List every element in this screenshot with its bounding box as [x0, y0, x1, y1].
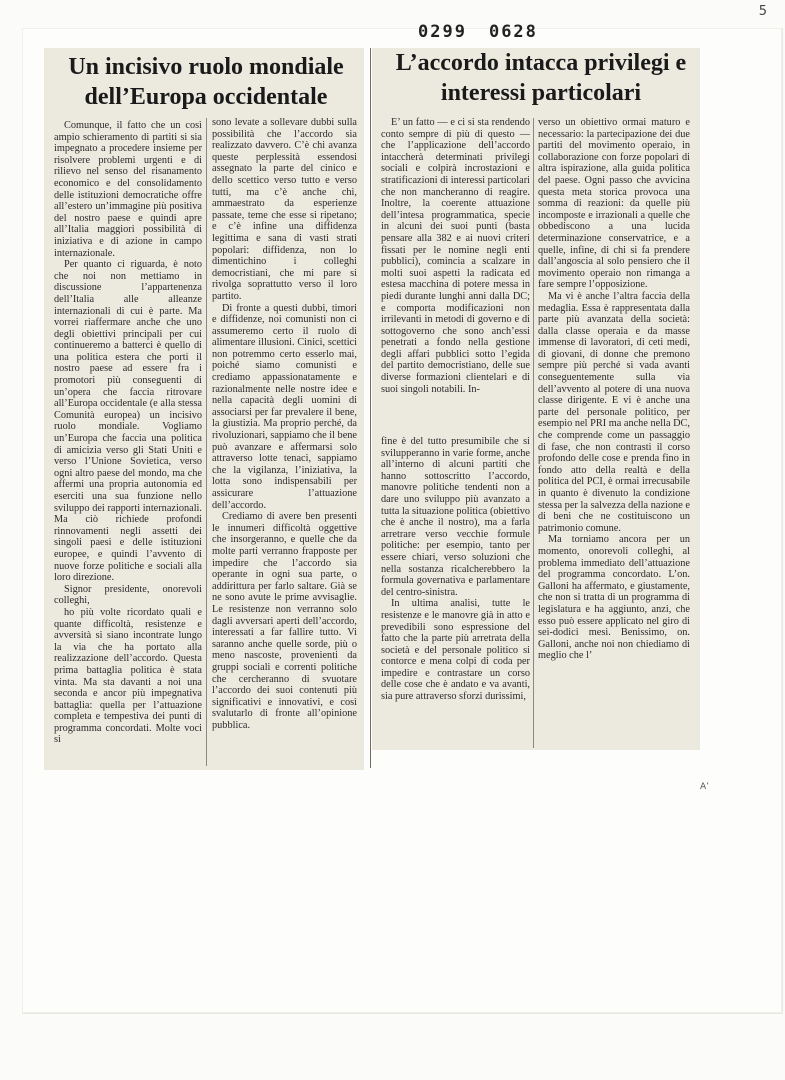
paragraph: Signor presidente, onorevoli colleghi,: [54, 583, 202, 607]
paragraph: Per quanto ci riguarda, è noto che noi non mettiamo in discussione l’appartenenza dell’Italia alle alleanze internazionali di cui è parte. Ma vorrei riaffermare anche che uno degli obiettivi principali per cui continueremo a batterci è quello di una politica estera che porti il nostro paese ad essere fra i promotori più conseguenti di un’opera che faccia ritrovare all’Europa occidentale (e alla stessa Comunità europea) un incisivo ruolo mondiale. Vogliamo un’Europa che faccia una politica di amicizia verso gli Stati Uniti e verso l’Unione Sovietica, verso ogni altro paese del mondo, ma che affermi una propria autonomia ed eserciti una sua funzione nello sviluppo dei rapporti internazionali. Ma ciò richiede profondi rinnovamenti negli assetti dei singoli paesi e delle istituzioni europee, e quindi l’avvento di nuove forze politiche e sociali alla loro direzione.: [54, 259, 202, 584]
paragraph: Ma vi è anche l’altra faccia della medaglia. Essa è rappresentata dalla parte più avanzata della società: dalla classe operaia e da masse immense di lavoratori, di ceti medi, di giovani, di donne che premono sempre più perché si vada avanti conseguentemente sulla via dell’avvento al potere di una nuova classe dirigente. E vi è anche una parte del personale politico, per esempio nel PRI ma anche nella DC, che comprende come un passaggio di fase, che non contrasti il corso profondo delle cose e prenda fino in fondo atto della realtà e della politica del PCI, è ormai irrecusabile in quanto è divenuto la condizione stessa per la salvezza della nazione e di beni che ne costituiscono un patrimonio comune.: [538, 290, 690, 534]
paragraph: ho più volte ricordato quali e quante difficoltà, resistenze e avversità si siano incontrate lungo la via che ha portato alla realizzazione dell’accordo. Questa prima battaglia politica è stata vinta. Ma sta davanti a noi una seconda e ancor più impegnativa battaglia: quella per l’attuazione completa e tempestiva dei punti di programma concordati. Molte voci si: [54, 606, 202, 746]
stamp-code-2: 0628: [488, 22, 538, 42]
paragraph: sono levate a sollevare dubbi sulla possibilità che l’accordo sia realizzato davvero. C’è chi avanza queste perplessità essendosi assegnato la parte del cinico e dello scettico verso tutto e verso tutti, ma c’è anche chi, ammaestrato da esperienze passate, teme che esse si ripetano; e c’è infine una diffidenza legittima e sana di vasti strati popolari: diffidenza, non lo dimentichino i colleghi democristiani, che mi pare si rivolga soprattutto verso il loro partito.: [212, 117, 357, 302]
stamp-code-1: 0299: [418, 22, 467, 42]
paragraph: Comunque, il fatto che un così ampio schieramento di partiti si sia impegnato a procedere insieme per risolvere problemi urgenti e di rilievo nel senso del risanamento economico e del consolidamento delle istituzioni democratiche offre all’estero un’immagine più positiva del nostro paese e quindi apre all’Italia maggiori possibilità di iniziativa e di azione in campo internazionale.: [54, 120, 202, 259]
headline-left: Un incisivo ruolo mondiale dell’Europa occidentale: [68, 54, 344, 110]
column-4: [538, 117, 690, 749]
column-1: [54, 120, 202, 768]
paragraph: Di fronte a questi dubbi, timori e diffidenze, noi comunisti non ci assumeremo certo il ruolo di alimentare illusioni. Cinici, scettici non potremmo certo esserlo mai, poiché siamo comunisti e crediamo appassionatamente e razionalmente nelle nostre idee e nella capacità degli uomini di associarsi per far prevalere il bene, la giustizia. Ma proprio perché, da rivoluzionari, sappiamo che il bene può avanzare e affermarsi solo attraverso lotte tenaci, sappiamo che la vigilanza, l’iniziativa, la lotta sono indispensabili per assicurare l’attuazione dell’accordo.: [212, 302, 357, 511]
paragraph: Crediamo di avere ben presenti le innumeri difficoltà oggettive che insorgeranno, e quelle che da molte parti verranno frapposte per impedire che l’accordo sia operante in ogni sua parte, o addirittura per farlo saltare. Già se ne sono avute le prime avvisaglie. Le resistenze non verranno solo dagli avversari aperti dell’accordo, interessati a far fallire tutto. Vi saranno anche quelle sorde, più o meno nascoste, provenienti da gruppi sociali e correnti politiche che cercheranno di svuotare l’accordo dei suoi contenuti più significativi e innovativi, e così svalutarlo di fronte all’opinione pubblica.: [212, 511, 357, 731]
column-3-bottom: [381, 436, 530, 746]
column-rule: [206, 118, 207, 766]
paragraph: Ma torniamo ancora per un momento, onorevoli colleghi, al problema immediato dell’attuazione del programma concordato. L’on. Galloni ha affermato, e giustamente, che non si tratta di un programma di legislatura e ha aggiunto, anzi, che esso può essere applicato nel giro di sei-dodici mesi. Benissimo, on. Galloni, anche noi non chiediamo di meglio che l’: [538, 534, 690, 662]
column-3-top: [381, 117, 530, 427]
paragraph: fine è del tutto presumibile che si svilupperanno in varie forme, anche all’interno di alcuni partiti che hanno sottoscritto l’accordo, manovre politiche tendenti non a dare uno sviluppo più avanzato a tutta la situazione politica (obiettivo che è anche il nostro), ma a farla arretrare verso vecchie formule politiche: per esempio, tanto per essere chiari, verso soluzioni che nella sostanza ricalcherebbero la formula governativa e parlamentare del centro-sinistra.: [381, 436, 530, 598]
paragraph: In ultima analisi, tutte le resistenze e le manovre già in atto e prevedibili sono espressione del fatto che la parte più arretrata della società e del personale politico si contorce e mena colpi di coda per impedire e contrastare un corso delle cose che è andato e va avanti, sia pure attraverso sforzi durissimi,: [381, 598, 530, 703]
margin-mark: A’: [700, 782, 710, 792]
headline-right: L’accordo intacca privilegi e interessi particolari: [395, 50, 687, 106]
archive-stamp: [418, 22, 560, 42]
clipping-divider: [370, 48, 371, 768]
page-number: 5: [758, 4, 767, 19]
column-rule: [533, 118, 534, 748]
paragraph: verso un obiettivo ormai maturo e necessario: la partecipazione dei due partiti del movimento operaio, in collaborazione con forze popolari di altra ispirazione, alla guida politica del paese. Ogni passo che avvicina questa meta storica provoca una somma di reazioni: da quelle più incomposte e irrazionali a quelle che obbediscono a una lucida determinazione conservatrice, e a quelle, infine, di chi si fa prendere dall’angoscia al solo pensiero che il movimento operaio non rimanga a fare sempre l’opposizione.: [538, 117, 690, 291]
paragraph: E’ un fatto — e ci si sta rendendo conto sempre di più di questo — che l’applicazione dell’accordo intaccherà determinati privilegi sociali e colpirà incrostazioni e stratificazioni di interessi particolari che non mancheranno di reagire. Inoltre, la coerente attuazione dell’intesa programmatica, specie in alcuni dei suoi punti (basta pensare alla 382 e ai nuovi criteri fissati per le nomine negli enti pubblici), comincia a scalzare in molti suoi aspetti la radicata ed estesa macchina di potere messa in piedi durante lunghi anni dalla DC; e comporta modificazioni non irrilevanti in metodi di governo e di sottogoverno che sono anch’essi penetrati a fondo nella gestione degli affari pubblici sotto l’egida del partito democristiano, delle sue diverse formazioni clientelari e di suoi singoli notabili. In-: [381, 117, 530, 395]
column-2: [212, 117, 357, 765]
